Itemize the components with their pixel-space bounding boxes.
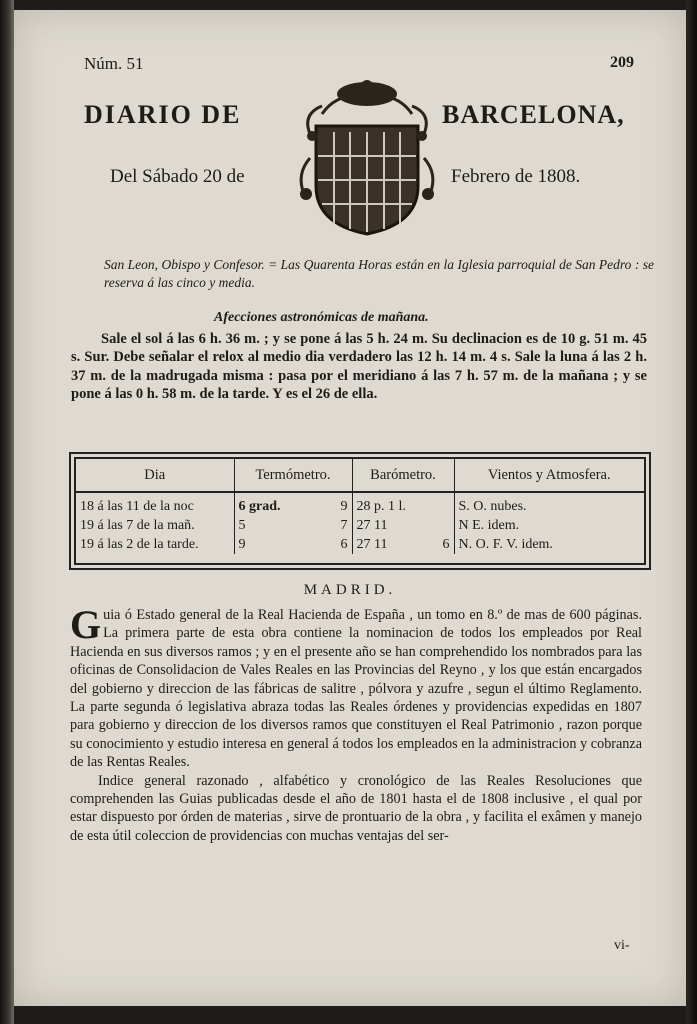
termo-a: 5 [238, 517, 246, 533]
section-heading-madrid: MADRID. [303, 582, 397, 598]
newspaper-page [14, 10, 686, 1006]
cell-dia: 19 á las 7 de la mañ. [76, 516, 234, 535]
weather-table [74, 457, 646, 565]
page-edge [686, 0, 697, 1024]
termo-a: 9 [238, 536, 246, 552]
coat-of-arms-seal [292, 74, 442, 242]
article-paragraph-1 [70, 602, 642, 772]
astronomy-body: Sale el sol á las 6 h. 36 m. ; y se pone á las 5 h. 24 m. Su declinacion es de 10 g. 51 m. 45 s. Sur. Debe señalar el relox al medio dia verdadero las 12 h. 14 m. 4 s. Sale la luna á las 2 h. 37 m. de la madrugada misma : pasa por el meridiano á las 7 h. 57 m. de la mañana ; y se pone á las 0 h. 58 m. de la tarde. Y es el 26 de ella. [71, 331, 647, 403]
masthead-title-right: BARCELONA, [442, 100, 625, 129]
book-spine [0, 0, 14, 1024]
cell-vientos: N E. idem. [458, 517, 520, 533]
table-row [76, 492, 644, 516]
cell-barometro [352, 516, 454, 535]
table-row [76, 516, 644, 535]
issue-number: Núm. 51 [84, 54, 144, 73]
cell-dia: 18 á las 11 de la noc [76, 492, 234, 516]
header-vientos: Vientos y Atmosfera. [454, 459, 644, 492]
cell-barometro [352, 535, 454, 554]
paragraph-1-text: uia ó Estado general de la Real Hacienda de España , un tomo en 8.º de mas de 600 páginas. La primera parte de esta obra contiene la nominacion de todos los empleados por Real Hacienda en sus diversos ramos ; y en el presente año se han comprehendido los nombrados para las oficinas de Consolidacion de Vales Reales en las Provincias del Reyno , y los que están encargados del gobierno y direccion de las fábricas de salitre , pólvora y azufre , segun el último Reglamento. La parte segunda ó legislativa abraza todas las Reales órdenes y providencias expedidas en 1807 para gobierno y direccion de los diversos ramos que constituyen el Real Patrimonio , razon porque su conocimiento y estudio interesa en general á todos los empleados en la administracion y cobranza de las Rentas Reales. [70, 607, 642, 771]
astronomy-heading: Afecciones astronómicas de mañana. [214, 310, 429, 325]
issue-date-day: Del Sábado 20 de [110, 166, 245, 187]
baro-a: 27 11 [356, 536, 388, 552]
page-number: 209 [610, 54, 634, 71]
madrid-article [70, 602, 642, 845]
masthead-title-left: DIARIO DE [84, 100, 242, 129]
termo-b: 6 [340, 536, 348, 552]
table-row [76, 535, 644, 554]
drop-cap: G [70, 602, 102, 647]
termo-b: 9 [340, 498, 348, 514]
cell-vientos: N. O. F. V. idem. [458, 536, 553, 552]
baro-a: 28 p. 1 l. [356, 498, 406, 514]
baro-a: 27 11 [356, 517, 388, 533]
article-paragraph-2: Indice general razonado , alfabético y cronológico de las Reales Resoluciones que comprehenden las Guias publicadas desde el año de 1801 hasta el de 1808 inclusive , el qual por estar dispuesto por órden de materias , sirve de prontuario de la obra , y facilita el exâmen y manejo de esta útil coleccion de providencias con muchas ventajas del ser- [70, 772, 642, 844]
header-termometro: Termómetro. [234, 459, 352, 492]
header-dia: Dia [76, 459, 234, 492]
cell-vientos: S. O. nubes. [458, 498, 527, 514]
cell-dia: 19 á las 2 de la tarde. [76, 535, 234, 554]
cell-termometro [234, 516, 352, 535]
termo-a: 6 grad. [238, 498, 281, 514]
cell-termometro [234, 535, 352, 554]
cell-termometro [234, 492, 352, 516]
catchword: vi- [614, 938, 630, 953]
header-barometro: Barómetro. [352, 459, 454, 492]
saint-notice: San Leon, Obispo y Confesor. = Las Quarenta Horas están en la Iglesia parroquial de San Pedro : se reserva á las cinco y media. [104, 257, 654, 290]
cell-barometro [352, 492, 454, 516]
issue-date-month: Febrero de 1808. [451, 166, 581, 187]
baro-b: 6 [442, 536, 450, 552]
termo-b: 7 [340, 517, 348, 533]
weather-header-row [76, 459, 644, 492]
